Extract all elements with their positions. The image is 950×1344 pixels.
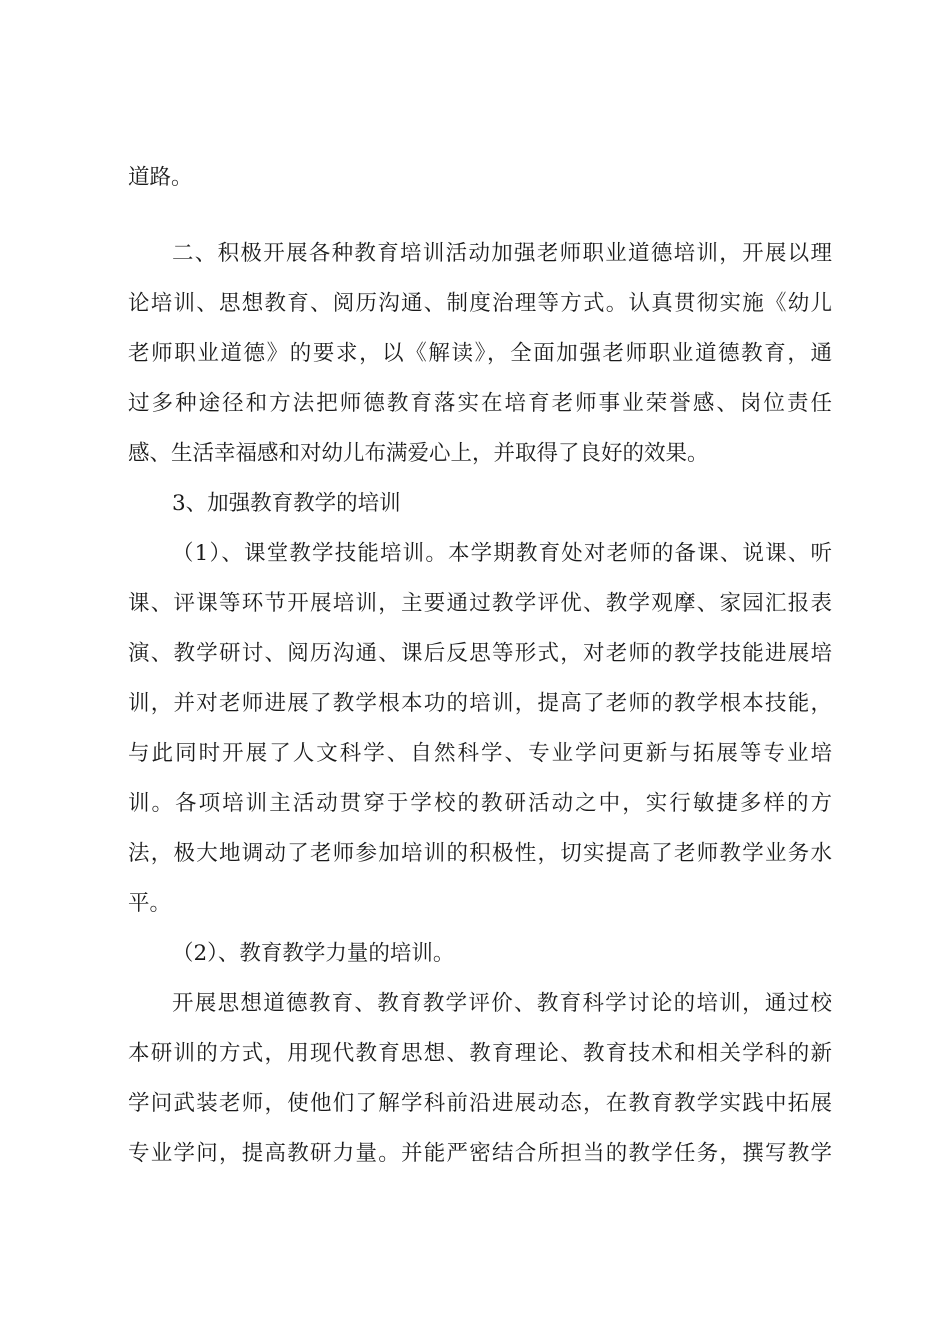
text-line: 二、积极开展各种教育培训活动加强老师职业道德培训，开展以理: [172, 241, 832, 266]
text-line: 开展思想道德教育、教育教学评价、教育科学讨论的培训，通过校: [172, 991, 832, 1016]
text-line: 与此同时开展了人文科学、自然科学、专业学问更新与拓展等专业培: [128, 741, 832, 766]
text-line: 平。: [128, 891, 172, 916]
text-line: 过多种途径和方法把师德教育落实在培育老师事业荣誉感、岗位责任: [128, 391, 832, 416]
text-line: 训，并对老师进展了教学根本功的培训，提高了老师的教学根本技能，: [128, 691, 832, 716]
text-line: （1）、课堂教学技能培训。本学期教育处对老师的备课、说课、听: [172, 541, 832, 566]
text-line: 本研训的方式，用现代教育思想、教育理论、教育技术和相关学科的新: [128, 1041, 832, 1066]
text-line: 道路。: [128, 165, 193, 190]
text-line: 演、教学研讨、阅历沟通、课后反思等形式，对老师的教学技能进展培: [128, 641, 832, 666]
text-line: 老师职业道德》的要求，以《解读》，全面加强老师职业道德教育，通: [128, 341, 832, 366]
text-line: 法，极大地调动了老师参加培训的积极性，切实提高了老师教学业务水: [128, 841, 832, 866]
text-line: 课、评课等环节开展培训，主要通过教学评优、教学观摩、家园汇报表: [128, 591, 832, 616]
section-heading: （2）、教育教学力量的培训。: [172, 941, 455, 966]
text-line: 论培训、思想教育、阅历沟通、制度治理等方式。认真贯彻实施《幼儿: [128, 291, 832, 316]
text-line: 训。各项培训主活动贯穿于学校的教研活动之中，实行敏捷多样的方: [128, 791, 832, 816]
section-heading: 3、加强教育教学的培训: [172, 491, 401, 516]
text-line: 感、生活幸福感和对幼儿布满爱心上，并取得了良好的效果。: [128, 441, 709, 466]
text-line: 专业学问，提高教研力量。并能严密结合所担当的教学任务，撰写教学: [128, 1141, 832, 1166]
text-line: 学问武装老师，使他们了解学科前沿进展动态，在教育教学实践中拓展: [128, 1091, 832, 1116]
